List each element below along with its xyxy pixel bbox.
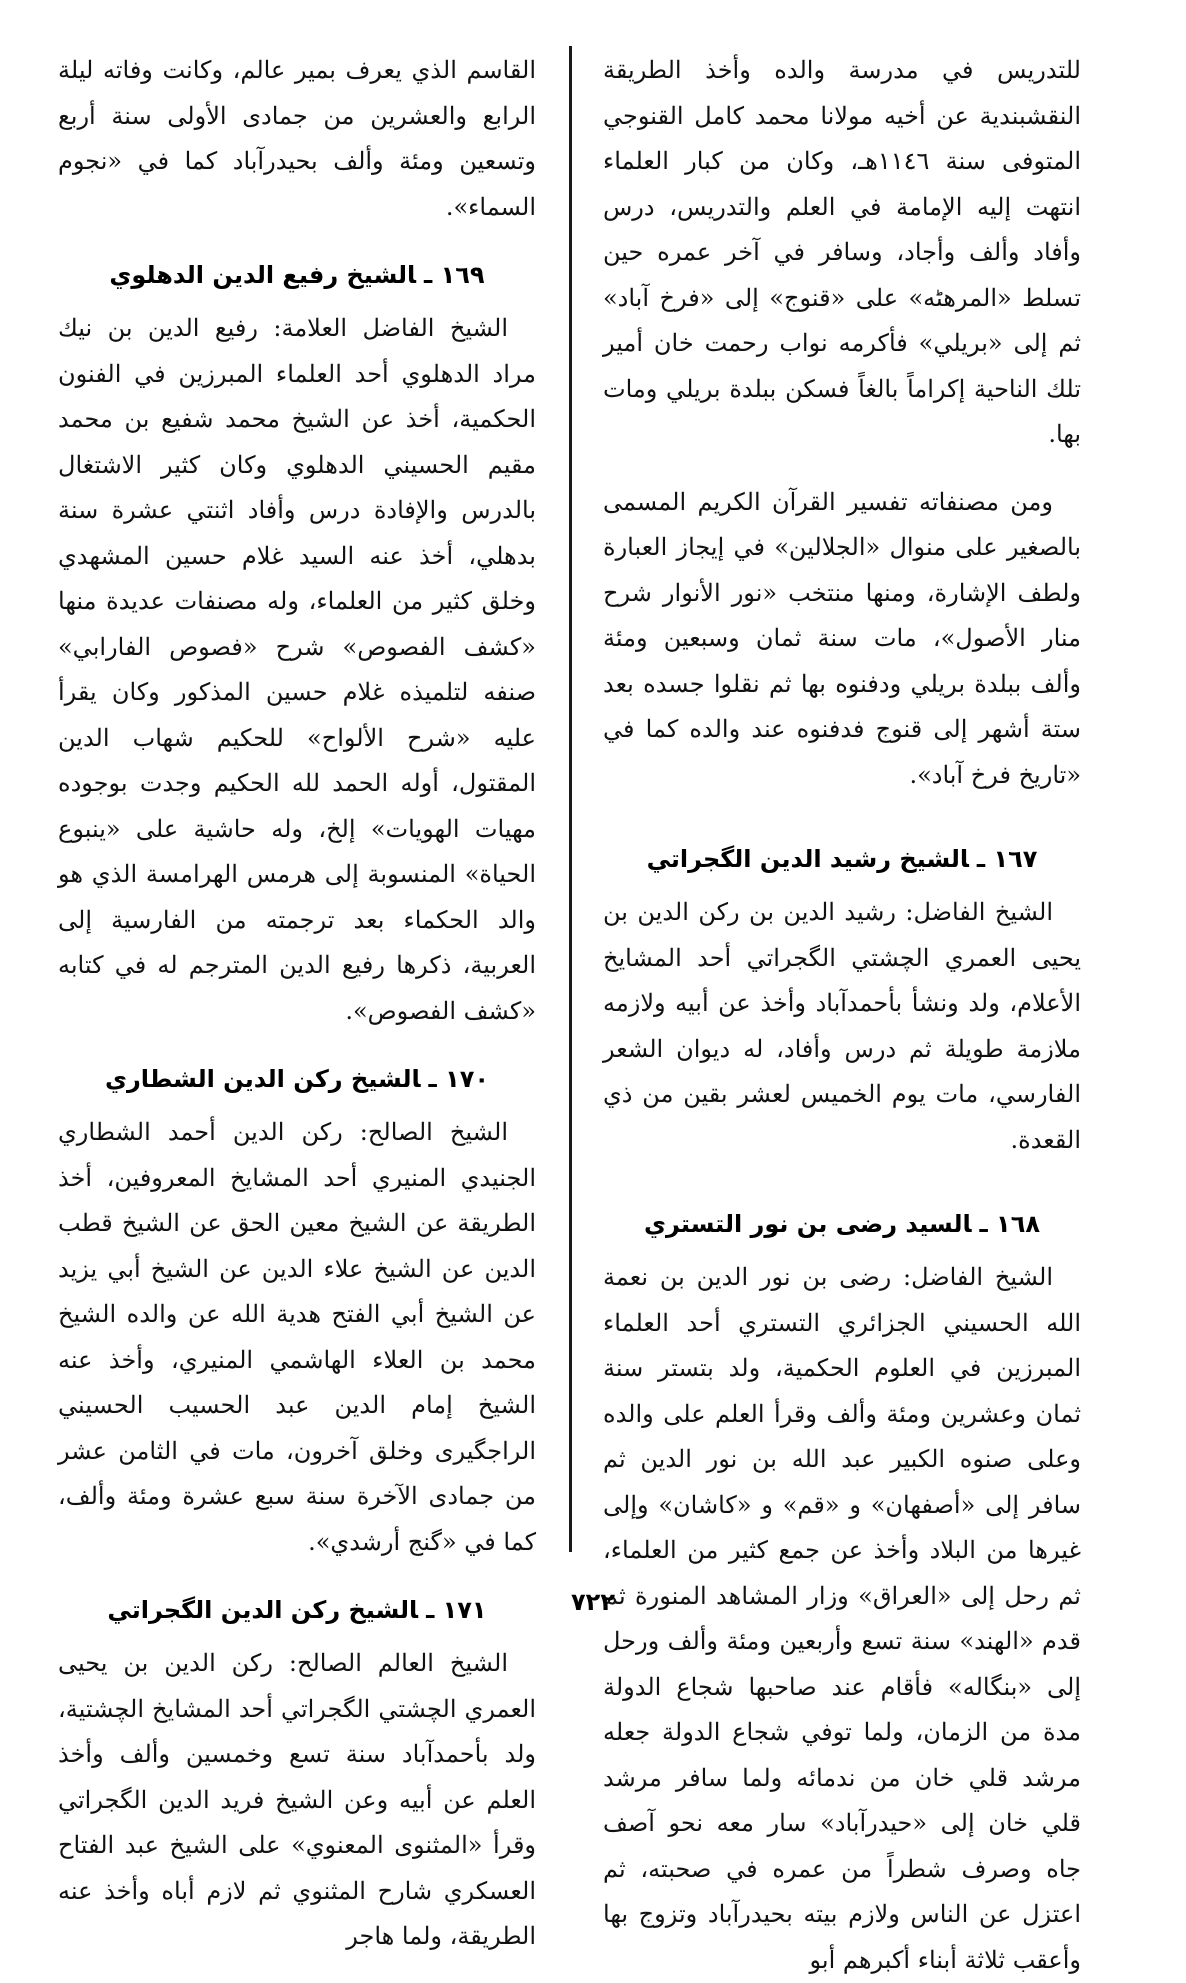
continued-paragraph: للتدريس في مدرسة والده وأخذ الطريقة النقشبندية عن أخيه مولانا محمد كامل القنوجي المتوفى سنة ١١٤٦هـ، وكان من كبار العلماء انتهت إليه الإمامة في العلم والتدريس، درس وأفاد وألف وأجاد، وسافر في آخر عمره حين تسلط «المرهٹه» على «قنوج» إلى «فرخ آباد» ثم إلى «بريلي» فأكرمه نواب رحمت خان أمير تلك الناحية إكراماً بالغاً فسكن ببلدة بريلي ومات بها.	[603, 56, 1082, 448]
entry-heading-167	[603, 838, 1081, 880]
continued-paragraph: القاسم الذي يعرف بمير عالم، وكانت وفاته ليلة الرابع والعشرين من جمادى الأولى سنة أربع وتسعين ومئة وألف بحيدرآباد كما في «نجوم السماء».	[58, 56, 536, 221]
entry-number: ١٧٠ ـ	[428, 1065, 490, 1093]
works-paragraph: ومن مصنفاته تفسير القرآن الكريم المسمى بالصغير على منوال «الجلالين» في إيجاز العبارة ولطف الإشارة، ومنها منتخب «نور الأنوار شرح منار الأصول»، مات سنة ثمان وسبعين ومئة وألف ببلدة بريلي ودفنوه بها ثم نقلوا جسده بعد ستة أشهر إلى قنوج فدفنوه عند والده كما في «تاريخ فرخ آباد».	[603, 487, 1081, 789]
entry-body-169: الشيخ الفاضل العلامة: رفيع الدين بن نيك مراد الدهلوي أحد العلماء المبرزين في الفنون الحكمية، أخذ عن الشيخ محمد شفيع بن محمد مقيم الحسيني الدهلوي وكان كثير الاشتغال بالدرس والإفادة درس وأفاد اثنتي عشرة سنة بدهلي، أخذ عنه السيد غلام حسين المشهدي وخلق كثير من العلماء، وله مصنفات عديدة منها «كشف الفصوص» شرح «فصوص الفارابي» صنفه لتلميذه غلام حسين المذكور وكان يقرأ عليه «شرح الألواح» للحكيم شهاب الدين المقتول، أوله الحمد لله الحكيم وجدت بوجوده مهيات الهويات» إلخ، وله حاشية على «ينبوع الحياة» المنسوبة إلى هرمس الهرامسة الذي هو والد الحكماء بعد ترجمته من الفارسية إلى العربية، ذكرها رفيع الدين المترجم له في كتابه «كشف الفصوص».	[58, 314, 536, 1025]
entry-body-170: الشيخ الصالح: ركن الدين أحمد الشطاري الجنيدي المنيري أحد المشايخ المعروفين، أخذ الطريقة عن الشيخ معين الحق عن الشيخ قطب الدين عن الشيخ علاء الدين عن الشيخ أبي يزيد عن الشيخ أبي الفتح هدية الله عن والده الشيخ محمد بن العلاء الهاشمي المنيري، وأخذ عنه الشيخ إمام الدين عبد الحسيب الحسيني الراجگيرى وخلق آخرون، مات في الثامن عشر من جمادى الآخرة سنة سبع عشرة ومئة وألف، كما في «گنج أرشدي».	[58, 1118, 536, 1556]
entry-number: ١٦٩ ـ	[424, 261, 485, 289]
entry-heading-169	[58, 254, 536, 296]
entry-title: الشيخ رفيع الدين الدهلوي	[109, 261, 417, 289]
entry-number: ١٦٧ ـ	[976, 845, 1038, 873]
right-column	[603, 48, 1082, 1974]
column-divider	[569, 46, 572, 1552]
entry-heading-168	[603, 1203, 1081, 1245]
entry-number: ١٦٨ ـ	[979, 1210, 1040, 1238]
entry-title: الشيخ رشيد الدين الگجراتي	[646, 845, 969, 873]
entry-title: السيد رضى بن نور التستري	[644, 1210, 972, 1238]
entry-title: الشيخ ركن الدين الگجراتي	[107, 1596, 419, 1624]
entry-title: الشيخ ركن الدين الشطاري	[104, 1065, 421, 1093]
entry-number: ١٧١ ـ	[426, 1596, 487, 1624]
entry-body-171: الشيخ العالم الصالح: ركن الدين بن يحيى العمري الچشتي الگجراتي أحد المشايخ الچشتية، ولد بأحمدآباد سنة تسع وخمسين وألف وأخذ العلم عن أبيه وعن الشيخ فريد الدين الگجراتي وقرأ «المثنوى المعنوي» على الشيخ عبد الفتاح العسكري شارح المثنوي ثم لازم أباه وأخذ عنه الطريقة، ولما هاجر	[58, 1649, 536, 1950]
page-number: ٧٢٢	[571, 1588, 615, 1616]
entry-heading-170	[58, 1058, 536, 1100]
entry-body-167: الشيخ الفاضل: رشيد الدين بن ركن الدين بن يحيى العمري الچشتي الگجراتي أحد المشايخ الأعلام، ولد ونشأ بأحمدآباد وأخذ عن أبيه ولازمه ملازمة طويلة ثم درس وأفاد، له ديوان الشعر الفارسي، مات يوم الخميس لعشر بقين من ذي القعدة.	[603, 898, 1081, 1154]
left-column	[58, 48, 536, 1950]
entry-body-168: الشيخ الفاضل: رضى بن نور الدين بن نعمة الله الحسيني الجزائري التستري أحد العلماء المبرزين في العلوم الحكمية، ولد بتستر سنة ثمان وعشرين ومئة وألف وقرأ العلم على والده وعلى صنوه الكبير عبد الله بن نور الدين ثم سافر إلى «أصفهان» و «قم» و «كاشان» وإلى غيرها من البلاد وأخذ عن جمع كثير من العلماء، ثم رحل إلى «العراق» وزار المشاهد المنورة ثم قدم «الهند» سنة تسع وأربعين ومئة وألف ورحل إلى «بنگاله» فأقام عند صاحبها شجاع الدولة مدة من الزمان، ولما توفي شجاع الدولة جعله مرشد قلي خان من ندمائه ولما سافر مرشد قلي خان إلى «حيدرآباد» سار معه نحو آصف جاه وصرف شطراً من عمره في صحبته، ثم اعتزل عن الناس ولازم بيته بحيدرآباد وتزوج بها وأعقب ثلاثة أبناء أكبرهم أبو	[603, 1263, 1082, 1974]
